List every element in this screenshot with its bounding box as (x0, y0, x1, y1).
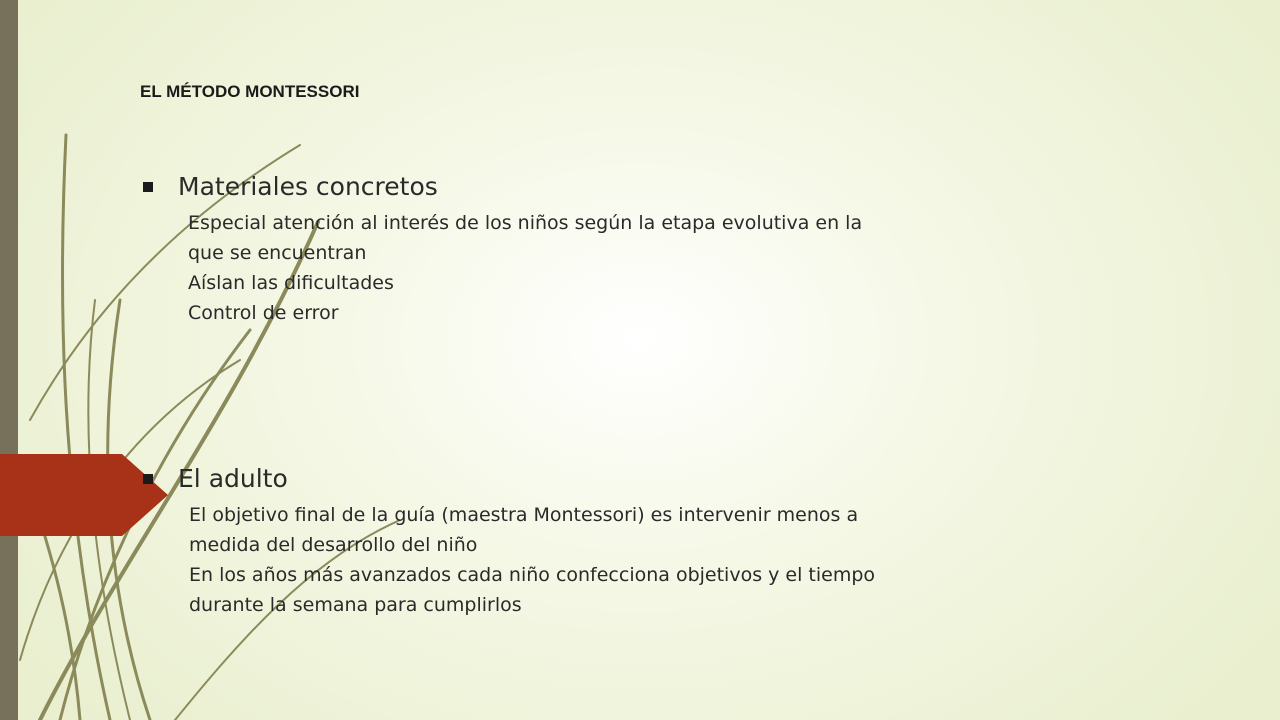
bullet-row (143, 464, 1143, 494)
section-el-adulto (143, 464, 1143, 620)
section-heading: El adulto (178, 464, 288, 493)
square-bullet-icon (143, 474, 153, 484)
list-item: que se encuentran (188, 242, 367, 264)
list-item: durante la semana para cumplirlos (189, 594, 522, 616)
bullet-row (143, 172, 1143, 202)
section-heading: Materiales concretos (178, 172, 438, 201)
list-item: Control de error (188, 302, 339, 324)
list-item: Especial atención al interés de los niños según la etapa evolutiva en la (188, 212, 863, 234)
list-item: medida del desarrollo del niño (189, 534, 478, 556)
square-bullet-icon (143, 182, 153, 192)
sub-list (143, 500, 1143, 620)
section-materiales-concretos (143, 172, 1143, 328)
sub-list (143, 208, 1143, 328)
list-item: El objetivo final de la guía (maestra Montessori) es intervenir menos a (189, 504, 859, 526)
slide-title: EL MÉTODO MONTESSORI (140, 82, 360, 101)
list-item: Aíslan las dificultades (188, 272, 394, 294)
list-item: En los años más avanzados cada niño confecciona objetivos y el tiempo (189, 564, 876, 586)
